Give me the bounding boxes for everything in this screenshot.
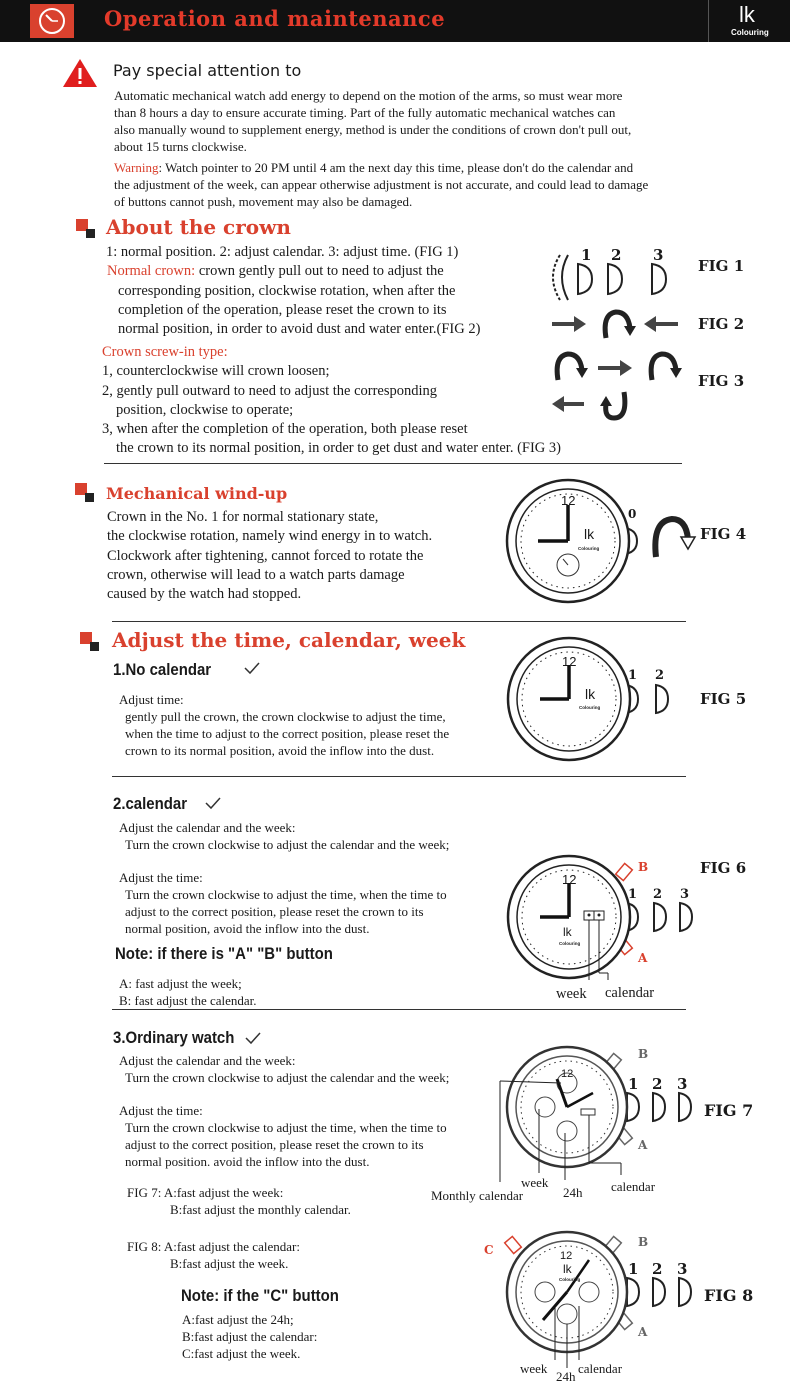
fig2-arrows [550, 306, 690, 342]
s1-heading: 1.No calendar [113, 660, 212, 679]
warning-line: : Watch pointer to 20 PM until 4 am the next day this time, please don't do the calendar and [158, 160, 634, 175]
dial-brand-sub: Colouring [579, 705, 601, 710]
fig8-label: FIG 8 [704, 1286, 754, 1305]
fig3-arrows [550, 352, 690, 422]
btn-a-label: A [638, 1138, 648, 1152]
watch-fig5 [506, 637, 676, 767]
attention-line: also manually wound to supplement energy, method is under the conditions of crown don't pull out, [114, 122, 632, 137]
pos-num: 2 [655, 668, 665, 683]
divider [112, 776, 686, 777]
windup-line: Clockwork after tightening, cannot forced to rotate the [107, 547, 424, 564]
normal-line: normal position, in order to avoid dust and water enter.(FIG 2) [118, 321, 481, 338]
windup-line: crown, otherwise will lead to a watch parts damage [107, 566, 405, 583]
pos-num: 2 [653, 887, 663, 902]
s2-time-line: normal position, avoid the inflow into the dust. [125, 921, 370, 936]
btn-b-label: B [638, 860, 649, 874]
fig7-label: FIG 7 [704, 1101, 754, 1120]
fig7-a-line: FIG 7: A:fast adjust the week: [127, 1185, 284, 1200]
pos-num: 0 [628, 507, 637, 521]
s3-note: Note: if the "C" button [181, 1286, 339, 1305]
fig4-label: FIG 4 [700, 525, 747, 543]
btn-b-label: B [638, 1047, 649, 1061]
dial-brand: lk [585, 686, 596, 702]
btn-c-label: C [484, 1243, 494, 1257]
s2-time [119, 869, 519, 937]
s1-line: when the time to adjust to the correct position, please reset the [125, 726, 450, 741]
dial-twelve: 12 [562, 654, 577, 669]
fig8-a-line: FIG 8: A:fast adjust the calendar: [127, 1239, 300, 1254]
calendar-label: calendar [611, 1179, 656, 1194]
fig2-label: FIG 2 [698, 315, 745, 333]
s3-time-line: normal position. avoid the inflow into the dust. [125, 1154, 370, 1169]
dial-brand: lk [563, 925, 572, 939]
crown-body [106, 243, 556, 339]
s2-b-line: B: fast adjust the calendar. [119, 993, 257, 1008]
check-icon [244, 662, 260, 675]
pos-num: 3 [677, 1260, 688, 1278]
pos-num: 3 [653, 246, 664, 264]
watch-fig7 [495, 1045, 695, 1185]
btn-a-label: A [638, 951, 648, 965]
fig1-label: FIG 1 [698, 257, 745, 275]
dial-brand: lk [563, 1262, 572, 1276]
pos-num: 1 [628, 668, 638, 683]
pos-num: 2 [611, 246, 622, 264]
pos-num: 1 [628, 1260, 639, 1278]
adjust-title: Adjust the time, calendar, week [112, 628, 466, 652]
section-marker [86, 229, 95, 238]
s2-ab [119, 975, 419, 1009]
divider [112, 621, 686, 622]
fig7-b-line: B:fast adjust the monthly calendar. [170, 1202, 351, 1217]
watch-fig8 [495, 1228, 695, 1378]
s2-cal-label: Adjust the calendar and the week: [119, 820, 296, 835]
s3-time-line: Turn the crown clockwise to adjust the time, when the time to [125, 1120, 447, 1135]
logo-text: lk [739, 2, 755, 27]
dial-twelve: 12 [561, 493, 576, 508]
windup-line: Crown in the No. 1 for normal stationary state, [107, 509, 379, 525]
section-marker [85, 493, 94, 502]
s1-line: crown to its normal position, avoid the inflow into the dust. [125, 743, 435, 758]
s3-time-line: adjust to the correct position, please reset the crown to its [125, 1137, 424, 1152]
week-label: week [521, 1175, 549, 1190]
s2-time-line: adjust to the correct position, please reset the crown to its [125, 904, 424, 919]
fig5-label: FIG 5 [700, 690, 747, 708]
watch-fig6 [506, 855, 706, 985]
s2-cal [119, 819, 519, 853]
screw-line: the crown to its normal position, in order to get dust and water enter. (FIG 3) [116, 440, 561, 457]
h24-label: 24h [563, 1185, 583, 1200]
s1-line: gently pull the crown, the crown clockwise to adjust the time, [125, 709, 446, 724]
dial-brand-sub: Colouring [559, 941, 581, 946]
brand-logo [708, 0, 790, 42]
fig8-b-line: B:fast adjust the week. [170, 1256, 289, 1271]
c-line: A:fast adjust the 24h; [182, 1312, 294, 1327]
s2-time-label: Adjust the time: [119, 870, 203, 885]
btn-b-label: B [638, 1235, 649, 1249]
s3-cal-line: Turn the crown clockwise to adjust the calendar and the week; [125, 1070, 450, 1085]
normal-label: Normal crown: [107, 263, 196, 280]
screw-line: 3, when after the completion of the operation, both please reset [102, 421, 468, 438]
dial-brand-sub: Colouring [578, 546, 600, 551]
normal-line: corresponding position, clockwise rotation, when after the [118, 282, 456, 299]
warning-label: Warning [114, 160, 159, 175]
s3-heading: 3.Ordinary watch [113, 1028, 235, 1047]
attention-line: than 8 hours a day to ensure accurate timing. Part of the fully automatic mechanical watches can [114, 105, 616, 120]
warning-line: of buttons cannot push, movement may also be damaged. [114, 194, 413, 209]
s3-cal [119, 1052, 519, 1086]
calendar-label: calendar [605, 985, 655, 1001]
s3-time-label: Adjust the time: [119, 1103, 203, 1118]
check-icon [245, 1032, 261, 1045]
pos-num: 3 [677, 1075, 688, 1093]
calendar-label: calendar [578, 1361, 623, 1376]
attention-title: Pay special attention to [113, 61, 302, 80]
week-label: week [556, 986, 587, 1002]
normal-line: crown gently pull out to need to adjust the [195, 263, 444, 280]
clock-icon [30, 4, 74, 38]
attention-line: about 15 turns clockwise. [114, 139, 247, 154]
screw-label: Crown screw-in type: [102, 344, 228, 360]
section-marker [90, 642, 99, 651]
windup-line: caused by the watch had stopped. [107, 586, 302, 603]
btn-a-label: A [638, 1325, 648, 1339]
s2-time-line: Turn the crown clockwise to adjust the time, when the time to [125, 887, 447, 902]
week-label: week [520, 1361, 548, 1376]
screw-line: 2, gently pull outward to need to adjust the corresponding [102, 382, 438, 399]
screw-line: position, clockwise to operate; [116, 401, 294, 418]
dial-twelve: 12 [561, 1068, 574, 1080]
monthly-calendar-label: Monthly calendar [431, 1188, 524, 1203]
pos-num: 1 [581, 246, 592, 264]
fig3-label: FIG 3 [698, 372, 745, 390]
dial-twelve: 12 [560, 1250, 573, 1262]
attention-body [114, 87, 754, 155]
s2-note: Note: if there is "A" "B" button [115, 944, 333, 963]
c-notes [182, 1311, 482, 1362]
pos-num: 1 [628, 1075, 639, 1093]
crown-title: About the crown [106, 215, 291, 239]
dial-brand-sub: Colouring [559, 1277, 581, 1282]
c-line: C:fast adjust the week. [182, 1346, 301, 1361]
check-icon [205, 797, 221, 810]
windup-title: Mechanical wind-up [106, 484, 288, 503]
warning-icon [62, 58, 98, 88]
s2-heading: 2.calendar [113, 794, 188, 813]
divider [104, 463, 682, 464]
s2-cal-line: Turn the crown clockwise to adjust the calendar and the week; [125, 837, 450, 852]
c-line: B:fast adjust the calendar: [182, 1329, 318, 1344]
pos-num: 2 [652, 1075, 663, 1093]
fig8-notes [127, 1238, 427, 1272]
windup-line: the clockwise rotation, namely wind energy in to watch. [107, 528, 433, 545]
divider [112, 1009, 686, 1010]
s3-time [119, 1102, 519, 1170]
s1-label: Adjust time: [119, 692, 184, 707]
normal-line: completion of the operation, please reset the crown to its [118, 301, 447, 318]
logo-sub: Colouring [731, 28, 769, 37]
dial-twelve: 12 [562, 872, 577, 887]
crown-line1: 1: normal position. 2: adjust calendar. 3: adjust time. (FIG 1) [106, 244, 459, 260]
pos-num: 1 [628, 887, 638, 902]
h24-label: 24h [556, 1369, 576, 1384]
s2-a-line: A: fast adjust the week; [119, 976, 242, 991]
warning-line: the adjustment of the week, can appear otherwise adjustment is not accurate, and could lead to damage [114, 177, 649, 192]
wind-arrow-icon [650, 515, 696, 559]
s3-cal-label: Adjust the calendar and the week: [119, 1053, 296, 1068]
attention-line: Automatic mechanical watch add energy to depend on the motion of the arms, so must wear more [114, 88, 623, 103]
warning-body [114, 159, 764, 210]
fig7-notes [127, 1184, 427, 1218]
pos-num: 2 [652, 1260, 663, 1278]
screw-line: 1, counterclockwise will crown loosen; [102, 363, 330, 380]
page-title: Operation and maintenance [104, 6, 446, 31]
windup-body [107, 508, 507, 604]
dial-brand: lk [584, 526, 595, 542]
fig6-label: FIG 6 [700, 859, 747, 877]
s1-body [119, 691, 519, 759]
pos-num: 3 [680, 887, 690, 902]
